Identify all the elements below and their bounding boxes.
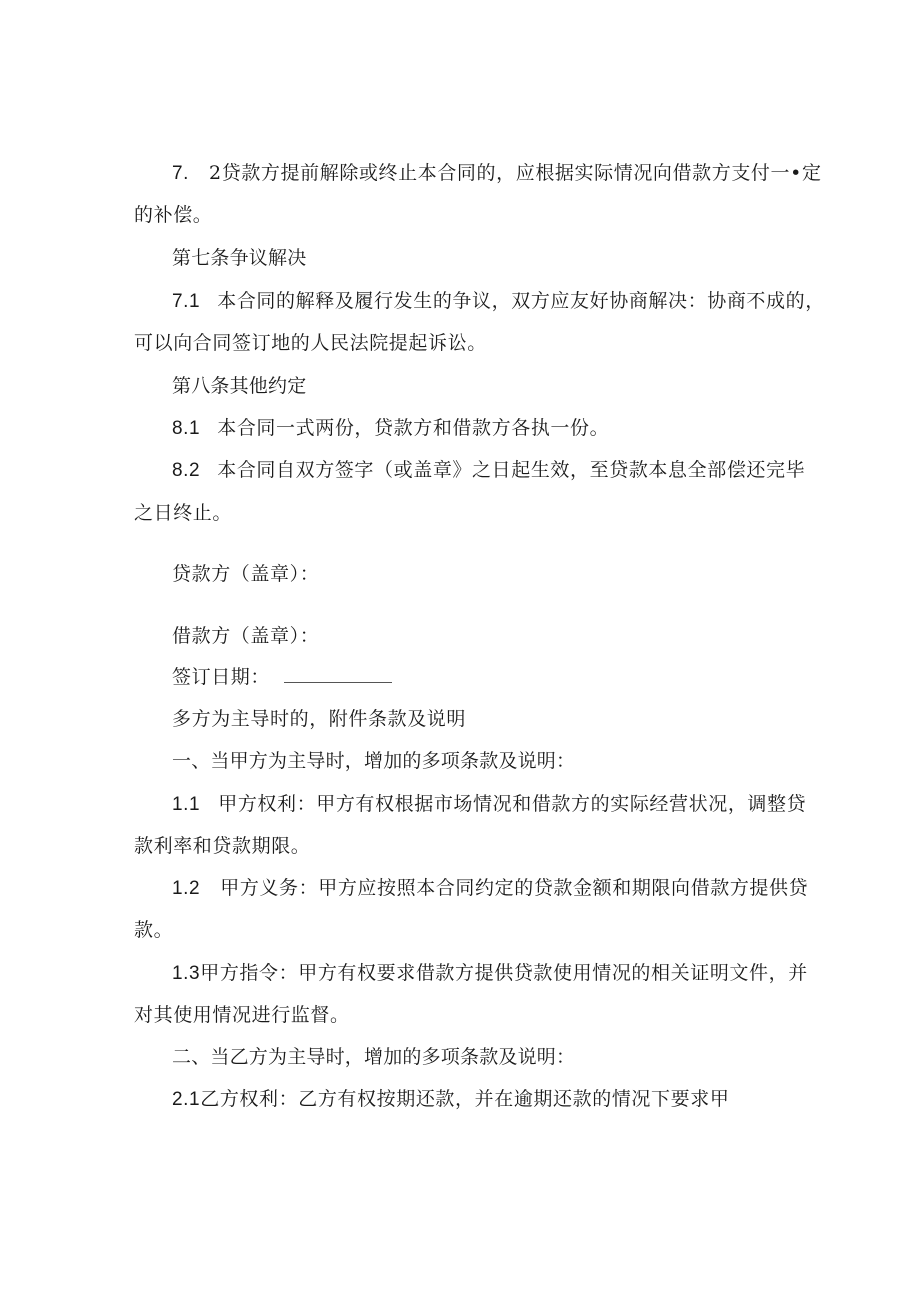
clause-number: 1.3 bbox=[172, 963, 201, 984]
appendix-1-2-line-1 bbox=[172, 875, 808, 902]
clause-text: 本合同的解释及履行发生的争议，双方应友好协商解决：协商不成的， bbox=[217, 290, 825, 312]
article-7-heading: 第七条争议解决 bbox=[172, 247, 307, 269]
clause-number: 2.1 bbox=[172, 1089, 201, 1110]
clause-text: 甲方指令：甲方有权要求借款方提供贷款使用情况的相关证明文件，并 bbox=[200, 962, 808, 984]
clause-text: 甲方义务：甲方应按照本合同约定的贷款金额和期限向借款方提供贷 bbox=[220, 877, 809, 899]
clause-number: 1.1 bbox=[172, 794, 201, 815]
signing-date-row bbox=[172, 664, 392, 690]
clause-text: 本合同一式两份，贷款方和借款方各执一份。 bbox=[217, 417, 610, 439]
clause-7-1-line-2: 可以向合同签订地的人民法院提起诉讼。 bbox=[134, 332, 487, 354]
article-8-heading: 第八条其他约定 bbox=[172, 375, 307, 397]
lender-signature-label: 贷款方（盖章）： bbox=[172, 563, 320, 585]
clause-number: 8.2 bbox=[172, 460, 201, 481]
signing-date-label: 签订日期： bbox=[172, 666, 271, 688]
clause-8-2-line-2: 之日终止。 bbox=[134, 502, 233, 524]
borrower-signature-label: 借款方（盖章）： bbox=[172, 625, 320, 647]
clause-text: 甲方权利：甲方有权根据市场情况和借款方的实际经营状况，调整贷 bbox=[218, 793, 807, 815]
clause-7-2-line-2: 的补偿。 bbox=[134, 204, 213, 226]
clause-number: 7.1 bbox=[172, 291, 201, 312]
clause-7-1-line-1 bbox=[172, 288, 825, 315]
appendix-section-2-heading: 二、当乙方为主导时，增加的多项条款及说明： bbox=[172, 1046, 576, 1068]
clause-text: 乙方权利：乙方有权按期还款，并在逾期还款的情况下要求甲 bbox=[200, 1088, 730, 1110]
signing-date-blank bbox=[284, 664, 392, 683]
appendix-intro: 多方为主导时的，附件条款及说明 bbox=[172, 708, 467, 730]
appendix-1-3-line-1 bbox=[172, 960, 808, 987]
appendix-1-1-line-2: 款利率和贷款期限。 bbox=[134, 835, 311, 857]
clause-7-2-line-1 bbox=[172, 160, 822, 187]
clause-number: 7. bbox=[172, 163, 190, 184]
appendix-2-1-line-1 bbox=[172, 1086, 729, 1113]
clause-number: 1.2 bbox=[172, 878, 201, 899]
clause-number: 8.1 bbox=[172, 418, 201, 439]
clause-text: 2贷款方提前解除或终止本合同的，应根据实际情况向借款方支付一•定 bbox=[209, 162, 822, 184]
clause-8-1-line-1 bbox=[172, 415, 609, 442]
appendix-section-1-heading: 一、当甲方为主导时，增加的多项条款及说明： bbox=[172, 750, 576, 772]
clause-8-2-line-1 bbox=[172, 457, 805, 484]
clause-text: 本合同自双方签字（或盖章》之日起生效，至贷款本息全部偿还完毕 bbox=[217, 459, 806, 481]
appendix-1-2-line-2: 款。 bbox=[134, 919, 174, 941]
appendix-1-1-line-1 bbox=[172, 791, 806, 818]
appendix-1-3-line-2: 对其使用情况进行监督。 bbox=[134, 1004, 350, 1026]
